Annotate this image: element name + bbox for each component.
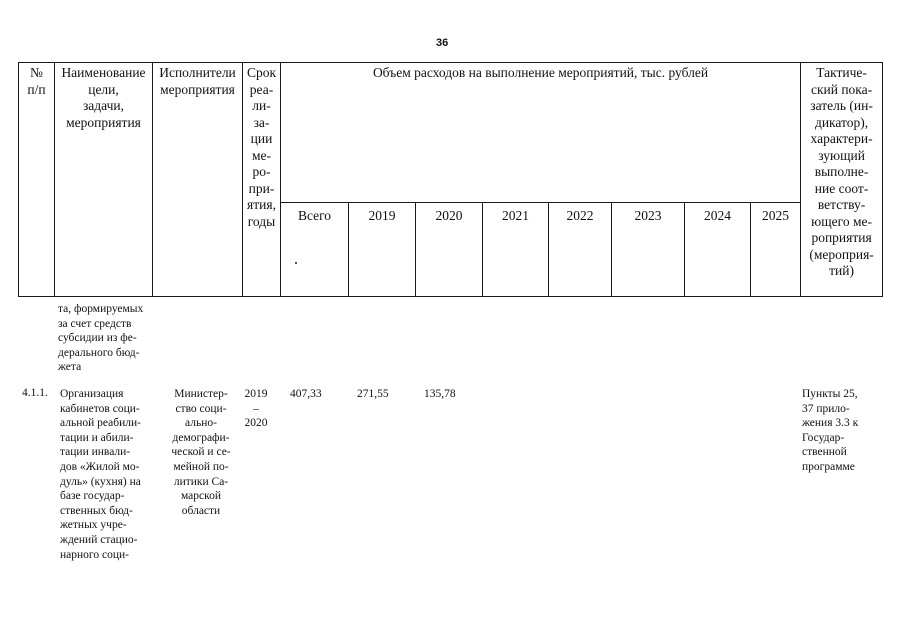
header-expenses-title: Объем расходов на выполнение мероприятий, тыс. рублей (281, 63, 801, 203)
header-num: № п/п (19, 63, 55, 297)
header-year-2022: 2022 (549, 203, 612, 297)
header-name: Наименование цели, задачи, мероприятия (55, 63, 153, 297)
row-2020: 135,78 (424, 388, 456, 400)
row-executor: Министер- ство соци- ально- демографи- ческой и се- мейной по- литики Са- марской области (171, 388, 231, 517)
header-year-2020: 2020 (416, 203, 483, 297)
header-executors: Исполнители мероприятия (153, 63, 243, 297)
row-total: 407,33 (290, 388, 322, 400)
continuation-text: та, формируемых за счет средств субсидии из фе- дерального бюд- жета (58, 303, 144, 374)
header-year-2019: 2019 (349, 203, 416, 297)
expenses-table-header (18, 62, 883, 297)
row-2019: 271,55 (357, 388, 389, 400)
header-year-total: Всего (281, 203, 349, 297)
header-year-2025: 2025 (751, 203, 801, 297)
row-name: Организация кабинетов соци- альной реабили- тации и абили- тации инвали- дов «Жилой мо- дуль» (кухня) на базе государ- ственных бюд- жетных учре- ждений стацио- нарного соци- (60, 388, 141, 561)
scan-speck (295, 262, 297, 264)
row-number: 4.1.1. (22, 387, 48, 399)
page-number: 36 (436, 37, 449, 49)
header-year-2021: 2021 (483, 203, 549, 297)
header-year-2024: 2024 (685, 203, 751, 297)
header-indicator: Тактиче- ский пока- затель (ин- дикатор), характери- зующий выполне- ние соот- ветству- ющего ме- роприятия (мероприя- тий) (801, 63, 883, 297)
row-term: 2019 – 2020 (244, 388, 268, 430)
header-year-2023: 2023 (612, 203, 685, 297)
row-indicator: Пункты 25, 37 прило- жения 3.3 к Государ- ственной программе (802, 388, 859, 473)
header-term: Срок реа- ли- за- ции ме- ро- при- ятия, годы (243, 63, 281, 297)
